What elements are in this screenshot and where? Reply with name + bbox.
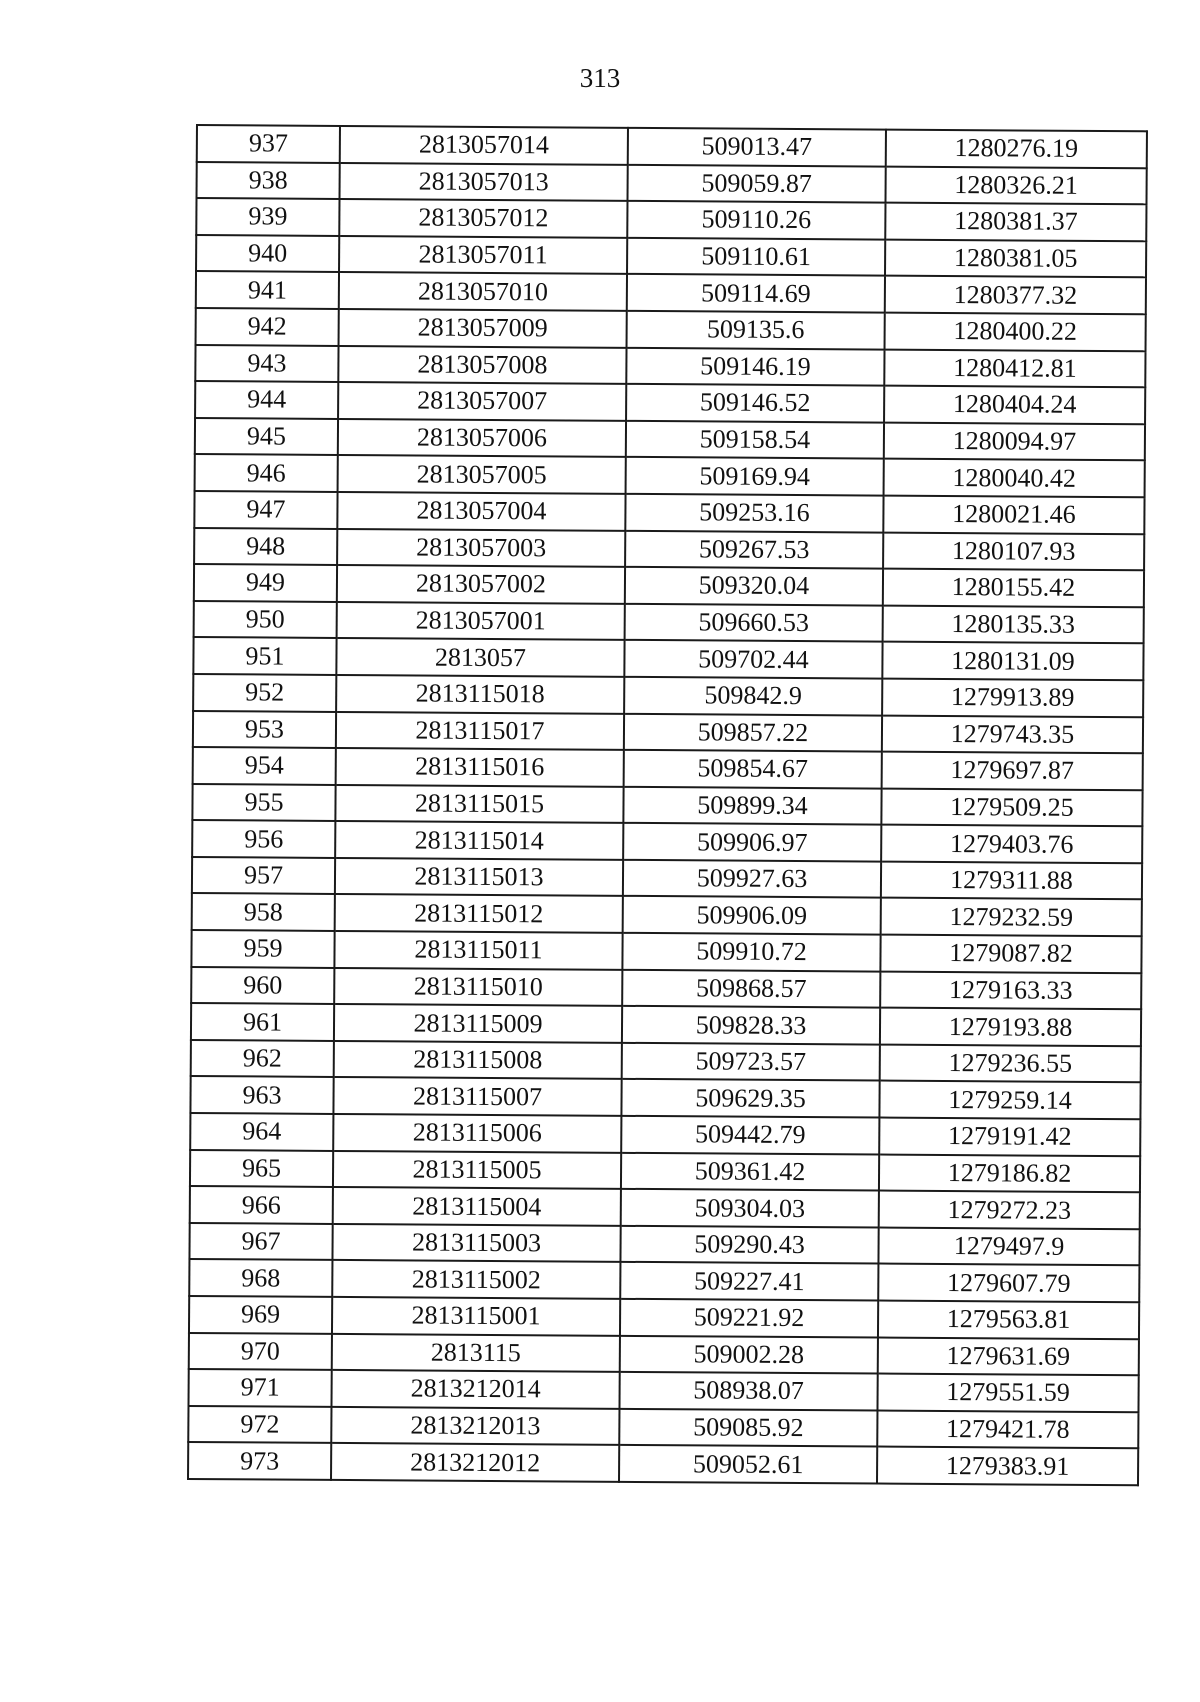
cell-point-id: 2813057007 <box>338 382 626 421</box>
cell-x-coordinate: 509723.57 <box>622 1043 880 1081</box>
table-row <box>196 235 1146 278</box>
cell-x-coordinate: 509927.63 <box>623 860 881 898</box>
cell-x-coordinate: 509899.34 <box>623 787 881 825</box>
cell-x-coordinate: 509267.53 <box>625 530 883 568</box>
cell-index: 949 <box>194 564 337 602</box>
cell-index: 967 <box>189 1223 332 1261</box>
cell-x-coordinate: 509253.16 <box>625 494 883 532</box>
table-row <box>191 930 1141 973</box>
cell-x-coordinate: 509868.57 <box>622 970 880 1008</box>
cell-x-coordinate: 509158.54 <box>626 421 884 459</box>
table-row <box>188 1369 1138 1412</box>
cell-y-coordinate: 1279607.79 <box>878 1264 1139 1302</box>
cell-y-coordinate: 1280377.32 <box>885 276 1146 314</box>
cell-index: 956 <box>192 820 335 858</box>
cell-x-coordinate: 509227.41 <box>620 1262 878 1300</box>
cell-point-id: 2813057014 <box>340 126 628 165</box>
cell-index: 964 <box>190 1113 333 1151</box>
cell-y-coordinate: 1280107.93 <box>883 532 1144 570</box>
cell-y-coordinate: 1279186.82 <box>879 1154 1140 1192</box>
cell-point-id: 2813115014 <box>335 821 623 860</box>
cell-x-coordinate: 509114.69 <box>627 274 885 312</box>
cell-point-id: 2813115001 <box>332 1297 620 1336</box>
cell-x-coordinate: 509304.03 <box>621 1189 879 1227</box>
table-row <box>193 674 1143 717</box>
cell-x-coordinate: 509702.44 <box>624 640 882 678</box>
cell-index: 943 <box>195 345 338 383</box>
cell-index: 966 <box>190 1186 333 1224</box>
cell-x-coordinate: 509910.72 <box>622 933 880 971</box>
table-row <box>196 271 1146 314</box>
cell-index: 965 <box>190 1150 333 1188</box>
cell-point-id: 2813115003 <box>332 1224 620 1263</box>
cell-y-coordinate: 1280040.42 <box>884 459 1145 497</box>
cell-point-id: 2813057010 <box>339 272 627 311</box>
table-row <box>189 1223 1139 1266</box>
cell-x-coordinate: 508938.07 <box>619 1372 877 1410</box>
table-row <box>193 747 1143 790</box>
cell-x-coordinate: 509857.22 <box>624 713 882 751</box>
cell-index: 962 <box>191 1040 334 1078</box>
cell-y-coordinate: 1279563.81 <box>878 1301 1139 1339</box>
cell-index: 941 <box>196 271 339 309</box>
cell-y-coordinate: 1279259.14 <box>879 1081 1140 1119</box>
cell-x-coordinate: 509442.79 <box>621 1116 879 1154</box>
cell-x-coordinate: 509854.67 <box>624 750 882 788</box>
cell-x-coordinate: 509146.19 <box>626 347 884 385</box>
cell-point-id: 2813115007 <box>333 1077 621 1116</box>
cell-y-coordinate: 1280131.09 <box>882 642 1143 680</box>
cell-index: 948 <box>194 528 337 566</box>
cell-y-coordinate: 1280404.24 <box>884 386 1145 424</box>
cell-x-coordinate: 509146.52 <box>626 384 884 422</box>
cell-point-id: 2813115015 <box>335 785 623 824</box>
page-number: 313 <box>579 63 621 93</box>
cell-x-coordinate: 509320.04 <box>625 567 883 605</box>
cell-index: 957 <box>192 857 335 895</box>
table-row <box>194 564 1144 607</box>
cell-point-id: 2813057011 <box>339 236 627 275</box>
cell-x-coordinate: 509828.33 <box>622 1006 880 1044</box>
cell-x-coordinate: 509110.61 <box>627 238 885 276</box>
cell-point-id: 2813057002 <box>337 565 625 604</box>
table-row <box>189 1296 1139 1339</box>
cell-index: 953 <box>193 710 336 748</box>
cell-index: 963 <box>190 1076 333 1114</box>
cell-y-coordinate: 1279163.33 <box>880 971 1141 1009</box>
cell-x-coordinate: 509361.42 <box>621 1152 879 1190</box>
cell-point-id: 2813115 <box>332 1334 620 1373</box>
table-row <box>192 820 1142 863</box>
cell-point-id: 2813212014 <box>331 1370 619 1409</box>
cell-index: 950 <box>194 601 337 639</box>
cell-y-coordinate: 1279551.59 <box>877 1374 1138 1412</box>
cell-y-coordinate: 1280400.22 <box>885 313 1146 351</box>
cell-index: 955 <box>192 784 335 822</box>
cell-y-coordinate: 1279236.55 <box>880 1044 1141 1082</box>
cell-y-coordinate: 1279421.78 <box>877 1410 1138 1448</box>
table-row <box>195 381 1145 424</box>
cell-point-id: 2813115016 <box>336 748 624 787</box>
cell-point-id: 2813212013 <box>331 1407 619 1446</box>
table-row <box>193 637 1143 680</box>
cell-y-coordinate: 1280155.42 <box>883 569 1144 607</box>
cell-y-coordinate: 1280135.33 <box>883 605 1144 643</box>
cell-y-coordinate: 1279311.88 <box>881 861 1142 899</box>
cell-x-coordinate: 509002.28 <box>620 1335 878 1373</box>
cell-point-id: 2813115005 <box>333 1151 621 1190</box>
cell-point-id: 2813115018 <box>336 675 624 714</box>
table-row <box>191 1003 1141 1046</box>
table-row <box>188 1442 1138 1485</box>
cell-y-coordinate: 1280326.21 <box>885 166 1146 204</box>
table-body <box>188 125 1147 1485</box>
table-row <box>195 418 1145 461</box>
cell-point-id: 2813057012 <box>339 199 627 238</box>
cell-x-coordinate: 509059.87 <box>627 164 885 202</box>
cell-y-coordinate: 1279232.59 <box>881 898 1142 936</box>
cell-index: 940 <box>196 235 339 273</box>
cell-point-id: 2813115011 <box>334 931 622 970</box>
cell-index: 973 <box>188 1442 331 1480</box>
cell-y-coordinate: 1279272.23 <box>879 1191 1140 1229</box>
cell-index: 959 <box>191 930 334 968</box>
table-row <box>197 162 1147 205</box>
cell-index: 954 <box>193 747 336 785</box>
cell-x-coordinate: 509660.53 <box>625 604 883 642</box>
cell-point-id: 2813057009 <box>339 309 627 348</box>
table-row <box>192 857 1142 900</box>
cell-point-id: 2813115013 <box>335 858 623 897</box>
cell-index: 939 <box>196 198 339 236</box>
cell-index: 970 <box>189 1333 332 1371</box>
cell-index: 952 <box>193 674 336 712</box>
cell-index: 969 <box>189 1296 332 1334</box>
cell-x-coordinate: 509906.97 <box>623 823 881 861</box>
cell-y-coordinate: 1279193.88 <box>880 1008 1141 1046</box>
table-row <box>189 1259 1139 1302</box>
cell-index: 961 <box>191 1003 334 1041</box>
cell-point-id: 2813057004 <box>337 492 625 531</box>
table-row <box>196 198 1146 241</box>
table-row <box>191 1040 1141 1083</box>
cell-x-coordinate: 509221.92 <box>620 1299 878 1337</box>
table-row <box>193 710 1143 753</box>
table-row <box>190 1150 1140 1193</box>
cell-point-id: 2813115012 <box>335 894 623 933</box>
cell-x-coordinate: 509169.94 <box>626 457 884 495</box>
cell-y-coordinate: 1279497.9 <box>878 1227 1139 1265</box>
cell-x-coordinate: 509906.09 <box>623 896 881 934</box>
cell-index: 938 <box>197 162 340 200</box>
cell-y-coordinate: 1280276.19 <box>886 130 1147 168</box>
cell-y-coordinate: 1279087.82 <box>880 935 1141 973</box>
coordinates-table-container <box>196 124 1146 1480</box>
cell-x-coordinate: 509290.43 <box>620 1226 878 1264</box>
cell-y-coordinate: 1279743.35 <box>882 715 1143 753</box>
cell-point-id: 2813115002 <box>332 1260 620 1299</box>
cell-point-id: 2813057006 <box>338 419 626 458</box>
cell-x-coordinate: 509052.61 <box>619 1445 877 1483</box>
table-row <box>190 1186 1140 1229</box>
cell-y-coordinate: 1279191.42 <box>879 1118 1140 1156</box>
cell-point-id: 2813057013 <box>340 163 628 202</box>
cell-point-id: 2813057003 <box>337 528 625 567</box>
table-row <box>192 893 1142 936</box>
cell-y-coordinate: 1279403.76 <box>881 825 1142 863</box>
cell-index: 945 <box>195 418 338 456</box>
cell-index: 942 <box>196 308 339 346</box>
cell-index: 968 <box>189 1259 332 1297</box>
cell-y-coordinate: 1280094.97 <box>884 422 1145 460</box>
cell-x-coordinate: 509110.26 <box>627 201 885 239</box>
table-row <box>190 1076 1140 1119</box>
cell-point-id: 2813057 <box>336 638 624 677</box>
table-row <box>188 1406 1138 1449</box>
cell-point-id: 2813115009 <box>334 1004 622 1043</box>
cell-index: 947 <box>194 491 337 529</box>
cell-point-id: 2813212012 <box>331 1443 619 1482</box>
cell-point-id: 2813057008 <box>338 346 626 385</box>
cell-y-coordinate: 1280381.05 <box>885 239 1146 277</box>
cell-x-coordinate: 509629.35 <box>621 1079 879 1117</box>
cell-y-coordinate: 1279631.69 <box>878 1337 1139 1375</box>
cell-index: 944 <box>195 381 338 419</box>
cell-y-coordinate: 1279697.87 <box>882 752 1143 790</box>
cell-index: 971 <box>188 1369 331 1407</box>
cell-x-coordinate: 509013.47 <box>628 128 886 166</box>
table-row <box>192 784 1142 827</box>
cell-point-id: 2813115017 <box>336 711 624 750</box>
cell-x-coordinate: 509135.6 <box>627 311 885 349</box>
cell-index: 937 <box>197 125 340 163</box>
cell-y-coordinate: 1279509.25 <box>881 788 1142 826</box>
cell-y-coordinate: 1280381.37 <box>885 203 1146 241</box>
cell-point-id: 2813057005 <box>338 455 626 494</box>
cell-x-coordinate: 509842.9 <box>624 677 882 715</box>
table-row <box>189 1333 1139 1376</box>
cell-point-id: 2813115006 <box>333 1114 621 1153</box>
cell-index: 960 <box>191 967 334 1005</box>
cell-index: 972 <box>188 1406 331 1444</box>
table-row <box>190 1113 1140 1156</box>
cell-point-id: 2813057001 <box>337 602 625 641</box>
cell-index: 951 <box>193 637 336 675</box>
cell-x-coordinate: 509085.92 <box>619 1409 877 1447</box>
cell-index: 946 <box>195 454 338 492</box>
cell-y-coordinate: 1279913.89 <box>882 678 1143 716</box>
cell-y-coordinate: 1280412.81 <box>884 349 1145 387</box>
table-row <box>195 345 1145 388</box>
table-row <box>194 601 1144 644</box>
cell-y-coordinate: 1280021.46 <box>883 496 1144 534</box>
cell-index: 958 <box>192 893 335 931</box>
cell-point-id: 2813115004 <box>333 1187 621 1226</box>
table-row <box>196 308 1146 351</box>
cell-y-coordinate: 1279383.91 <box>877 1447 1138 1485</box>
cell-point-id: 2813115010 <box>334 968 622 1007</box>
table-row <box>194 528 1144 571</box>
table-row <box>194 491 1144 534</box>
table-row <box>197 125 1147 168</box>
cell-point-id: 2813115008 <box>334 1041 622 1080</box>
table-row <box>191 967 1141 1010</box>
coordinates-table <box>187 124 1148 1486</box>
table-row <box>195 454 1145 497</box>
